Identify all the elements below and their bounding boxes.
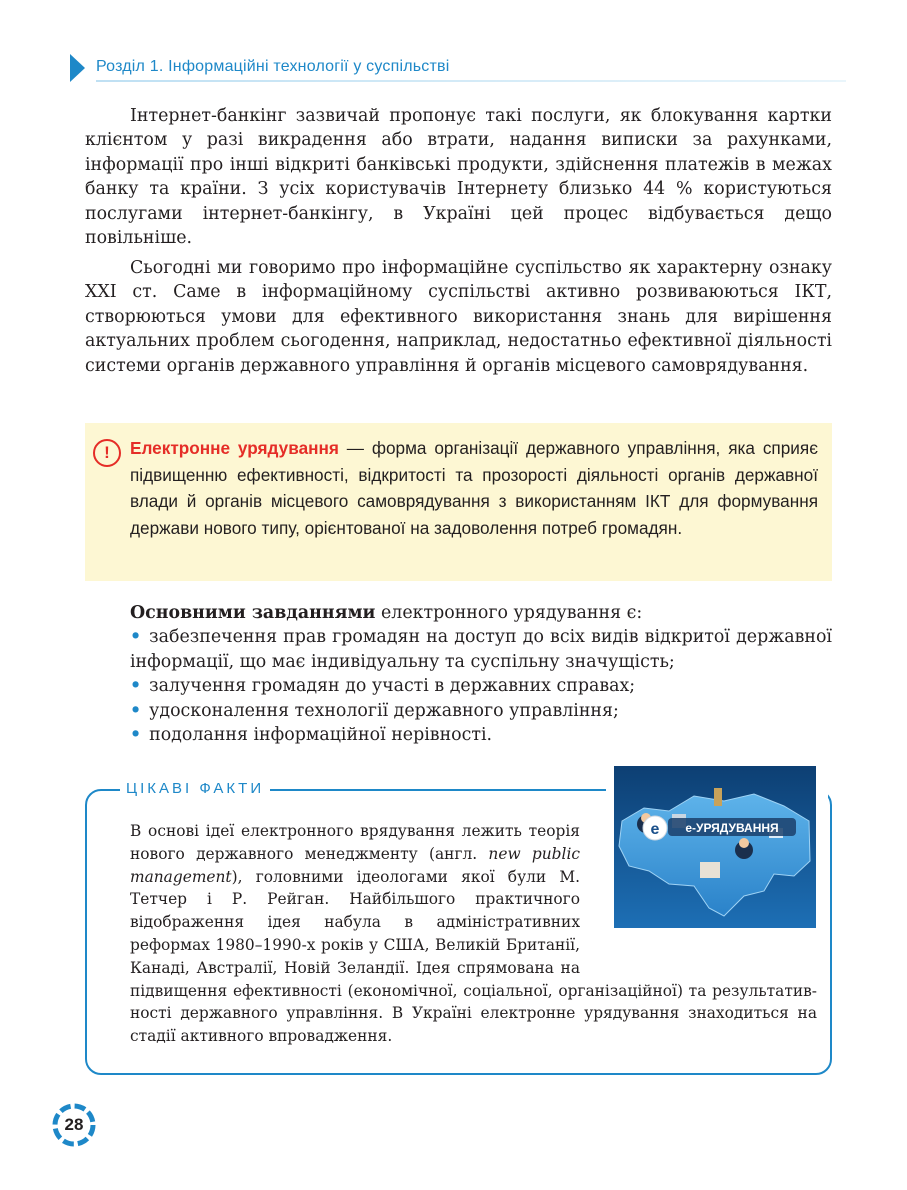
tasks-intro-bold: Основними завданнями <box>130 603 376 623</box>
facts-text <box>130 820 817 1048</box>
chapter-header <box>70 54 850 84</box>
bullet-icon: • <box>130 725 142 746</box>
tasks-intro-rest: електронного урядування є: <box>375 603 643 623</box>
list-item <box>85 723 832 747</box>
facts-text-part1: В основі ідеї електронного врядування лежить теорія нового державного менеджменту (англ. <box>130 822 580 863</box>
exclamation-circle-icon: ! <box>93 439 121 467</box>
header-rule <box>96 80 846 82</box>
definition-body: — форма організації державного управління, яка сприяє підвищенню ефективності, відкритості та прозорості діяльності органів державної влади й органів місцевого самоврядування з використанням ІКТ для формування держави нового типу, орієнтованої на задоволення потреб громадян. <box>130 438 818 538</box>
list-item-text: подолання інформаційної нерівності. <box>149 725 493 746</box>
facts-title: ЦІКАВІ ФАКТИ <box>120 775 270 803</box>
list-item-text: забезпечення прав громадян на доступ до всіх видів відкритої державної інформації, що має індивідуальну та суспільну значущість; <box>130 627 832 672</box>
tasks-intro <box>85 601 832 625</box>
page-number-badge <box>51 1102 97 1148</box>
list-item <box>85 625 832 674</box>
definition-term: Електронне урядування <box>130 438 339 458</box>
bullet-icon: • <box>130 627 142 648</box>
list-item-text: удосконалення технології державного управління; <box>149 700 619 721</box>
image-caption: e-УРЯДУВАННЯ <box>685 821 779 835</box>
list-item <box>85 699 832 723</box>
facts-text-italic: new public management <box>130 844 580 886</box>
bullet-icon: • <box>130 676 142 697</box>
paragraph-internet-banking: Інтернет-банкінг зазвичай пропонує такі послуги, як блокування картки клієнтом у разі викрадення або втрати, надання виписки за рахунками, інформації про інші відкриті банківські продукти, здійснення платежів в межах банку та країни. З усіх користувачів Інтернету близько 44 % користуються послугами інтернет-банкінгу, в Україні цей процес відбувається дещо повільніше. <box>85 106 832 249</box>
definition-box <box>85 423 832 581</box>
paragraph-information-society: Сьогодні ми говоримо про інформаційне суспільство як характерну ознаку XXI ст. Саме в інформаційному суспільстві активно розвиваюються ІКТ, створюються умови для ефективного використання знань для вирішення актуальних проблем сьогодення, наприклад, недостатньо ефективної діяльності системи органів державного управління й органів місцевого самоврядування. <box>85 258 832 376</box>
chapter-title: Розділ 1. Інформаційні технології у суспільстві <box>96 58 450 75</box>
svg-text:e: e <box>650 821 660 838</box>
image-float-spacer <box>580 820 817 957</box>
list-item <box>85 674 832 698</box>
tasks-section <box>85 601 832 747</box>
page-number: 28 <box>64 1115 84 1134</box>
facts-text-part2: ), головними ідеологами якої були М. Тетчер і Р. Рейган. Найбільшого практичного відображення ідея набула в адміністративних реформах 1980–1990-х років у США, Великій Британії, Канаді, Австралії, Новій Зеландії. Ідея спрямована на підвищення ефективності (економічної, соціальної, організаційної) та результативності державного управління. В Україні електронне урядування знаходиться на стадії активного впровадження. <box>130 867 817 1046</box>
chapter-arrow-icon <box>70 54 85 82</box>
list-item-text: залучення громадян до участі в державних справах; <box>149 676 636 697</box>
bullet-icon: • <box>130 700 142 721</box>
definition-text <box>130 435 818 541</box>
